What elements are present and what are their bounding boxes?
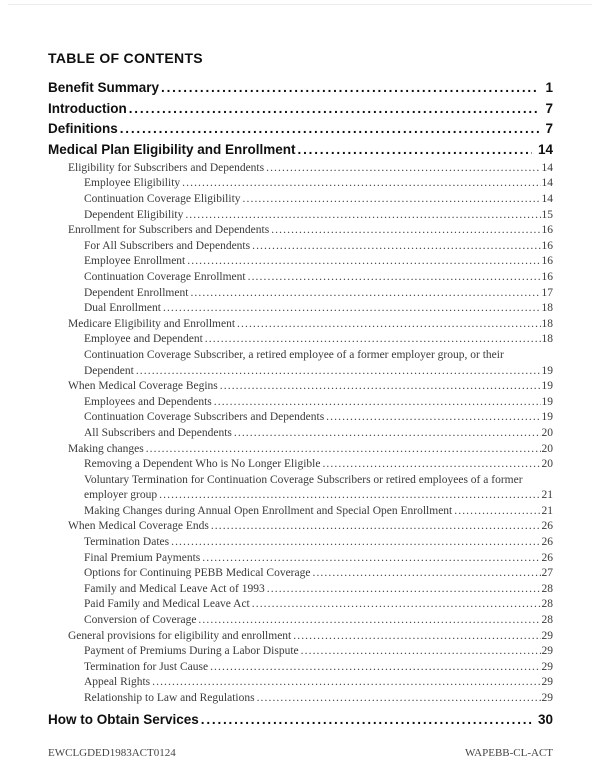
toc-entry (48, 332, 553, 348)
toc-entry-row (84, 535, 553, 551)
toc-entry (48, 644, 553, 660)
dot-leader (237, 317, 540, 333)
toc-entry-row (84, 551, 553, 567)
toc-entry-row (84, 691, 553, 707)
toc-entry (48, 317, 553, 333)
toc-entry-page-number: 16 (541, 239, 553, 252)
toc-entry (48, 192, 553, 208)
toc-entry (48, 613, 553, 629)
toc-entry-row (84, 270, 553, 286)
toc-entry-title: Employee Eligibility (84, 177, 181, 190)
dot-leader (129, 99, 540, 120)
toc-entry-row (84, 566, 553, 582)
toc-entry-row (68, 161, 553, 177)
toc-entry-title: Termination for Just Cause (84, 660, 209, 673)
toc-entry-page-number: 7 (545, 100, 553, 116)
dot-leader (171, 535, 540, 551)
toc-entry-page-number: 14 (541, 193, 553, 205)
toc-entry-title: Conversion of Coverage (84, 614, 197, 627)
toc-entry-page-number: 21 (541, 504, 553, 517)
toc-entry-row (84, 675, 553, 691)
toc-entry-title: Final Premium Payments (84, 551, 201, 564)
toc-entry (48, 254, 553, 270)
toc-entry-row (84, 410, 553, 426)
toc-entry-page-number: 20 (541, 426, 553, 439)
toc-entry-row (84, 332, 553, 348)
toc-entry (48, 208, 553, 224)
toc-entry-page-number: 14 (541, 161, 553, 174)
toc-entry-page-number: 19 (541, 395, 553, 408)
dot-leader (161, 78, 539, 99)
dot-leader (301, 644, 541, 660)
toc-entry-page-number: 28 (541, 614, 553, 627)
toc-entry-page-number: 29 (541, 645, 553, 658)
toc-entry-title: Options for Continuing PEBB Medical Coverage (84, 567, 311, 580)
toc-entry-row (68, 629, 553, 645)
toc-entry-page-number: 27 (541, 567, 553, 580)
dot-leader (298, 140, 532, 161)
toc-entry (48, 504, 553, 520)
dot-leader (211, 519, 541, 535)
toc-entry-row (84, 176, 553, 192)
toc-entry (48, 270, 553, 286)
toc-entry (48, 286, 553, 302)
toc-entry-title: Paid Family and Medical Leave Act (84, 598, 250, 611)
toc-entry-row (84, 364, 553, 380)
toc-entry-page-number: 29 (541, 692, 553, 704)
toc-entry-title: Definitions (48, 121, 118, 137)
toc-entry-page-number: 18 (541, 302, 553, 315)
dot-leader (326, 410, 540, 426)
dot-leader (120, 119, 540, 140)
toc-entry-page-number: 20 (541, 442, 553, 455)
dot-leader (210, 660, 540, 676)
toc-entry-row (48, 99, 553, 120)
toc-entry (48, 551, 553, 567)
toc-entry-title: Making Changes during Annual Open Enrollment and Special Open Enrollment (84, 504, 453, 517)
toc-entry (48, 691, 553, 707)
page-title: TABLE OF CONTENTS (48, 50, 203, 66)
toc-entry-row (48, 710, 553, 731)
toc-entry-row (84, 395, 553, 411)
toc-entry-row (68, 442, 553, 458)
toc-entry (48, 410, 553, 426)
toc-entry-title: Continuation Coverage Subscribers and Dependents (84, 411, 325, 424)
toc-entry (48, 629, 553, 645)
toc-entry-page-number: 21 (541, 489, 553, 502)
dot-leader (202, 551, 540, 567)
toc-entry (48, 660, 553, 676)
toc-entry-title: Relationship to Law and Regulations (84, 692, 255, 704)
toc-entry-row (68, 317, 553, 333)
dot-leader (201, 710, 532, 731)
dot-leader (252, 239, 540, 255)
toc-entry-title: For All Subscribers and Dependents (84, 239, 251, 252)
toc-entry-row (48, 119, 553, 140)
toc-entry-title: Appeal Rights (84, 676, 151, 689)
toc-entry (48, 161, 553, 177)
toc-entry-row (84, 597, 553, 613)
toc-entry (48, 176, 553, 192)
dot-leader (271, 223, 540, 239)
toc-entry-row (68, 379, 553, 395)
toc-entry-row (68, 519, 553, 535)
toc-entry-row (84, 582, 553, 598)
toc-entry-text-line1: Voluntary Termination for Continuation Coverage Subscribers or retired employees of a former (84, 473, 523, 486)
dot-leader (234, 426, 541, 442)
toc-entry (48, 99, 553, 120)
toc-entry-page-number: 14 (537, 142, 553, 158)
toc-entry-page-number: 18 (541, 317, 553, 330)
dot-leader (136, 364, 541, 380)
toc-entry-row (84, 504, 553, 520)
dot-leader (159, 488, 540, 504)
toc-entry-row (48, 140, 553, 161)
toc-entry-page-number: 7 (545, 121, 553, 137)
dot-leader (243, 192, 541, 208)
toc-entry-title: Eligibility for Subscribers and Dependents (68, 161, 265, 174)
toc-entry (48, 301, 553, 317)
toc-entry-row (84, 613, 553, 629)
toc-entry-page-number: 19 (541, 364, 553, 377)
dot-leader (252, 597, 541, 613)
toc-entry-page-number: 19 (541, 380, 553, 393)
dot-leader (220, 379, 541, 395)
toc-entry (48, 535, 553, 551)
dot-leader (322, 457, 540, 473)
toc-entry-page-number: 17 (541, 286, 553, 299)
toc-entry-row (84, 644, 553, 660)
toc-entry (48, 457, 553, 473)
toc-entry-page-number: 16 (541, 270, 553, 283)
toc-entry (48, 597, 553, 613)
toc-entry (48, 140, 553, 161)
toc-entry-row (84, 208, 553, 224)
toc-entry-title: Enrollment for Subscribers and Dependents (68, 224, 270, 237)
toc-entry (48, 566, 553, 582)
dot-leader (257, 691, 541, 707)
dot-leader (190, 286, 540, 302)
dot-leader (312, 566, 540, 582)
toc-entry (48, 348, 553, 379)
toc-entry-page-number: 14 (541, 177, 553, 190)
toc-entry-title: When Medical Coverage Begins (68, 380, 218, 393)
toc-entry-title: Employee Enrollment (84, 255, 186, 268)
dot-leader (293, 629, 540, 645)
toc-entry (48, 395, 553, 411)
toc-entry-title: Termination Dates (84, 536, 170, 549)
page-footer (48, 746, 553, 760)
dot-leader (198, 613, 540, 629)
toc-entry-title: employer group (84, 489, 158, 502)
toc-entry-title: Dependent (84, 364, 134, 377)
toc-entry-title: Continuation Coverage Eligibility (84, 193, 241, 205)
toc-entry-title: Removing a Dependent Who is No Longer Eligible (84, 458, 321, 471)
toc-entry-text-line1: Continuation Coverage Subscriber, a retired employee of a former employer group, or their (84, 348, 504, 361)
dot-leader (152, 675, 540, 691)
toc-entry-row (48, 78, 553, 99)
dot-leader (146, 442, 541, 458)
toc-entry-row (84, 660, 553, 676)
toc-entry-page-number: 1 (545, 80, 553, 95)
toc-entry-title: Medicare Eligibility and Enrollment (68, 317, 236, 330)
toc-entry-title: Making changes (68, 442, 144, 455)
toc-entry-title: Introduction (48, 100, 127, 116)
toc-entry-title: Continuation Coverage Enrollment (84, 270, 246, 283)
toc-entry-title: Medical Plan Eligibility and Enrollment (48, 142, 296, 158)
document-page (48, 50, 553, 730)
toc-entry-title: Benefit Summary (48, 80, 160, 95)
toc-entry (48, 119, 553, 140)
toc-entry (48, 426, 553, 442)
toc-entry-page-number: 30 (537, 711, 553, 727)
toc-entry-title: When Medical Coverage Ends (68, 520, 209, 533)
toc-entry-title: General provisions for eligibility and enrollment (68, 629, 292, 642)
dot-leader (454, 504, 540, 520)
dot-leader (182, 176, 540, 192)
table-of-contents (48, 78, 553, 730)
toc-entry-page-number: 16 (541, 224, 553, 237)
toc-entry (48, 78, 553, 99)
dot-leader (185, 208, 540, 224)
toc-entry-title: Employee and Dependent (84, 333, 203, 346)
dot-leader (205, 332, 541, 348)
toc-entry-page-number: 28 (541, 582, 553, 595)
scan-artifact-line (8, 4, 592, 5)
toc-entry (48, 519, 553, 535)
toc-entry-page-number: 26 (541, 536, 553, 549)
toc-entry (48, 223, 553, 239)
toc-entry-row (84, 301, 553, 317)
toc-entry-title: Dependent Enrollment (84, 286, 189, 299)
toc-entry (48, 239, 553, 255)
toc-entry-page-number: 19 (541, 411, 553, 424)
dot-leader (187, 254, 540, 270)
dot-leader (214, 395, 541, 411)
toc-entry-page-number: 29 (541, 629, 553, 642)
toc-entry-row (84, 457, 553, 473)
toc-entry-page-number: 26 (541, 520, 553, 533)
toc-entry (48, 710, 553, 731)
dot-leader (163, 301, 541, 317)
toc-entry-row (84, 286, 553, 302)
toc-entry-row (84, 426, 553, 442)
toc-entry-title: How to Obtain Services (48, 711, 199, 727)
dot-leader (267, 582, 541, 598)
toc-entry-title: Payment of Premiums During a Labor Dispute (84, 645, 299, 658)
toc-entry-title: All Subscribers and Dependents (84, 426, 232, 439)
toc-entry-title: Dependent Eligibility (84, 208, 184, 221)
dot-leader (266, 161, 540, 177)
toc-entry-page-number: 29 (541, 660, 553, 673)
toc-entry-page-number: 18 (541, 333, 553, 346)
toc-entry-row (84, 254, 553, 270)
toc-entry (48, 582, 553, 598)
toc-entry (48, 473, 553, 504)
toc-entry-page-number: 29 (541, 676, 553, 689)
toc-entry (48, 379, 553, 395)
footer-plan-code: WAPEBB-CL-ACT (465, 747, 553, 759)
toc-entry (48, 675, 553, 691)
toc-entry-page-number: 15 (541, 208, 553, 221)
toc-entry-row (84, 192, 553, 208)
toc-entry-page-number: 28 (541, 598, 553, 611)
footer-document-code: EWCLGDED1983ACT0124 (48, 747, 176, 759)
toc-entry-row (84, 488, 553, 504)
toc-entry-title: Family and Medical Leave Act of 1993 (84, 582, 265, 595)
toc-entry (48, 442, 553, 458)
toc-entry-row (68, 223, 553, 239)
toc-entry-title: Employees and Dependents (84, 395, 212, 408)
dot-leader (248, 270, 541, 286)
toc-entry-page-number: 20 (541, 458, 553, 471)
toc-entry-row (84, 239, 553, 255)
toc-entry-page-number: 26 (541, 551, 553, 564)
toc-entry-page-number: 16 (541, 255, 553, 268)
toc-entry-title: Dual Enrollment (84, 302, 161, 315)
